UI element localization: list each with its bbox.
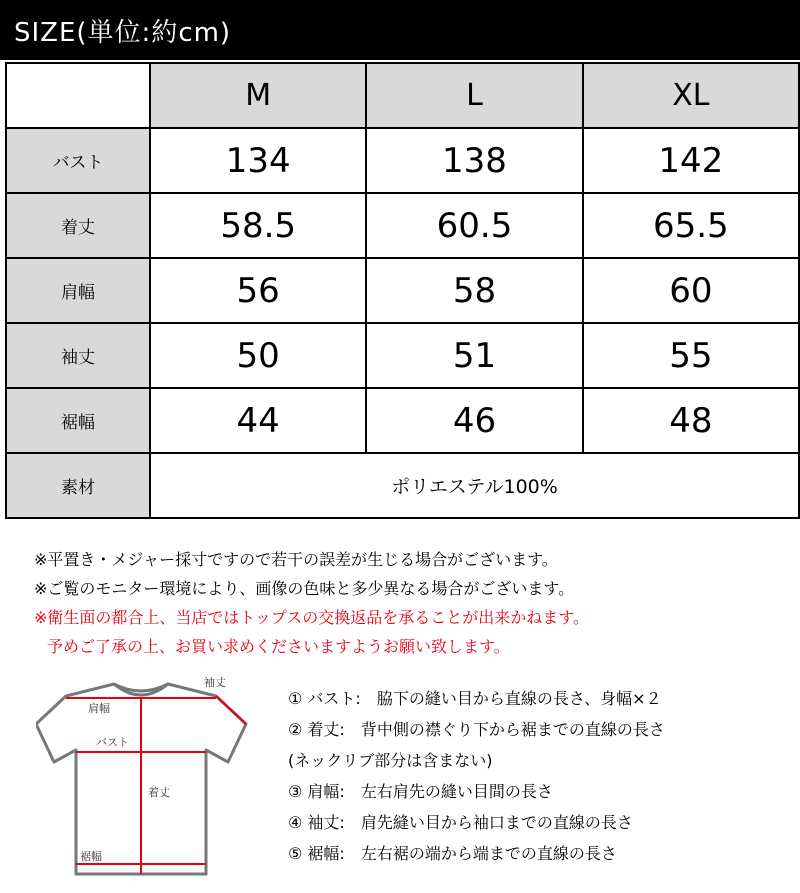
table-cell: 65.5: [583, 193, 799, 258]
diagram-label-bust: バスト: [96, 736, 129, 749]
row-label-hem: 裾幅: [6, 388, 150, 453]
diagram-label-hem: 裾幅: [80, 850, 102, 863]
notes: [34, 545, 794, 661]
table-cell: 55: [583, 323, 799, 388]
page-title: SIZE(単位:約cm): [14, 18, 232, 48]
row-label-material: 素材: [6, 453, 150, 518]
row-label-bust: バスト: [6, 128, 150, 193]
table-row: [6, 323, 799, 388]
size-header-m: M: [150, 63, 366, 128]
table-cell: 60.5: [366, 193, 582, 258]
tshirt-diagram: [36, 672, 251, 882]
table-cell: 60: [583, 258, 799, 323]
measurement-legend: [288, 683, 798, 869]
diagram-label-shoulder: 肩幅: [88, 702, 110, 715]
legend-item-length-note: (ネックリブ部分は含まない): [288, 751, 493, 770]
table-cell: 50: [150, 323, 366, 388]
material-value: ポリエステル100%: [150, 453, 799, 518]
table-cell: 44: [150, 388, 366, 453]
table-row: [6, 258, 799, 323]
table-row: [6, 128, 799, 193]
legend-item-length: ② 着丈: 背中側の襟ぐり下から裾までの直線の長さ: [288, 720, 665, 739]
table-cell: 134: [150, 128, 366, 193]
note-monitor: ※ご覧のモニター環境により、画像の色味と多少異なる場合がございます。: [34, 579, 575, 598]
note-measurement: ※平置き・メジャー採寸ですので若干の誤差が生じる場合がございます。: [34, 550, 558, 569]
table-cell: 142: [583, 128, 799, 193]
row-label-shoulder: 肩幅: [6, 258, 150, 323]
table-row: [6, 388, 799, 453]
diagram-label-length: 着丈: [148, 786, 170, 799]
legend-item-shoulder: ③ 肩幅: 左右肩先の縫い目間の長さ: [288, 782, 553, 801]
table-cell: 56: [150, 258, 366, 323]
row-label-sleeve: 袖丈: [6, 323, 150, 388]
table-cell: 58.5: [150, 193, 366, 258]
note-apology: 予めご了承の上、お買い求めくださいますようお願い致します。: [47, 637, 510, 656]
table-row: [6, 193, 799, 258]
legend-item-sleeve: ④ 袖丈: 肩先縫い目から袖口までの直線の長さ: [288, 813, 633, 832]
diagram-label-sleeve: 袖丈: [204, 676, 226, 689]
size-header-l: L: [366, 63, 582, 128]
table-row-material: [6, 453, 799, 518]
table-cell: 58: [366, 258, 582, 323]
size-table: [5, 62, 800, 519]
title-bar: [0, 0, 800, 60]
table-header-row: [6, 63, 799, 128]
legend-item-hem: ⑤ 裾幅: 左右裾の端から端までの直線の長さ: [288, 844, 617, 863]
table-cell: 138: [366, 128, 582, 193]
table-cell: 48: [583, 388, 799, 453]
table-corner-cell: [6, 63, 150, 128]
size-header-xl: XL: [583, 63, 799, 128]
note-return-policy: ※衛生面の都合上、当店ではトップスの交換返品を承ることが出来かねます。: [34, 608, 590, 627]
row-label-length: 着丈: [6, 193, 150, 258]
table-cell: 46: [366, 388, 582, 453]
table-cell: 51: [366, 323, 582, 388]
legend-item-bust: ① バスト: 脇下の縫い目から直線の長さ、身幅×２: [288, 689, 662, 708]
